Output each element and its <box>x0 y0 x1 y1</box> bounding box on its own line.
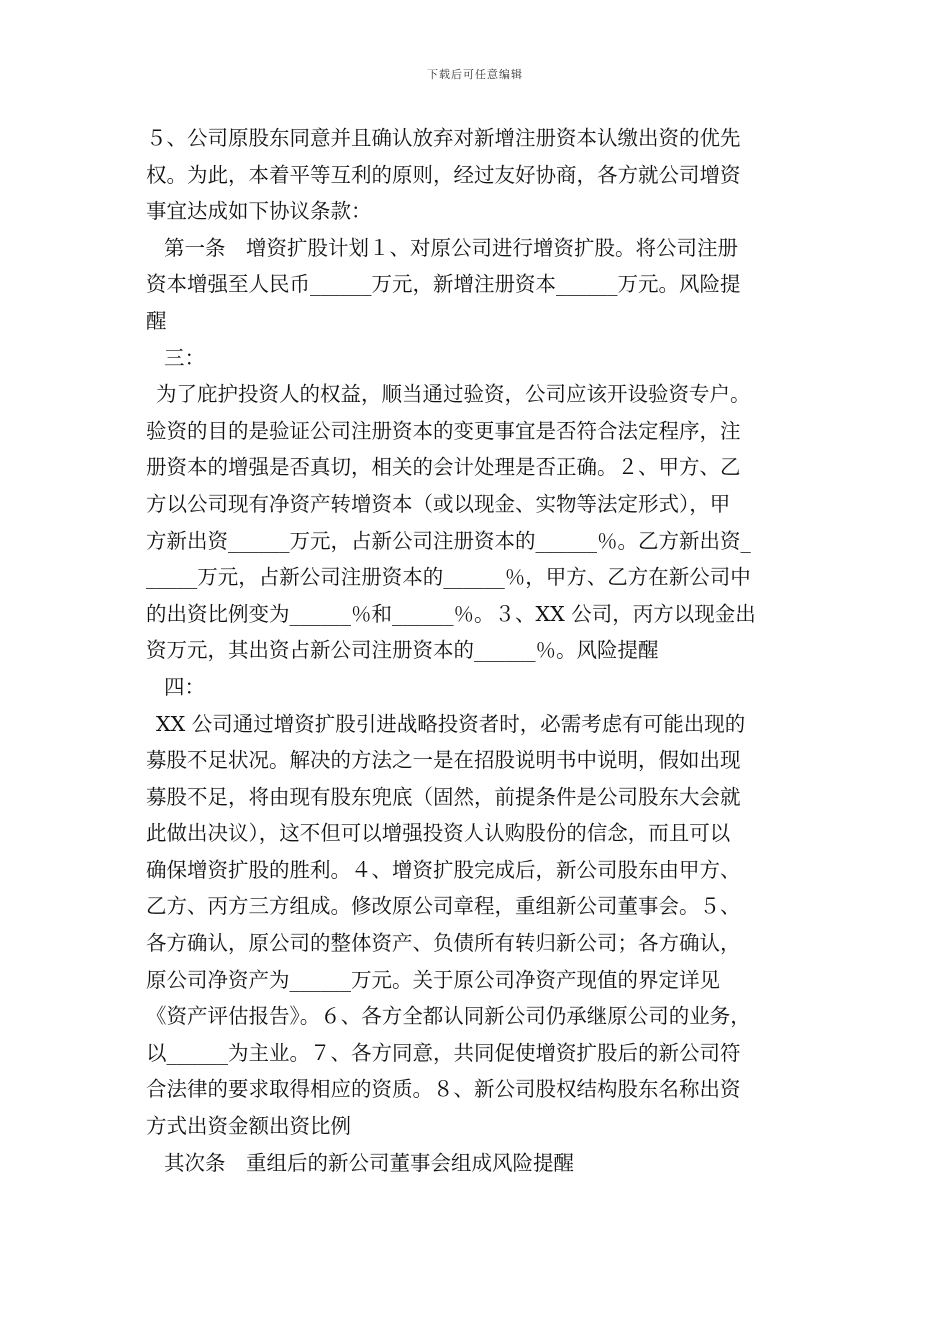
article-heading-2: 其次条 重组后的新公司董事会组成风险提醒 <box>164 1150 574 1175</box>
text-line: 合法律的要求取得相应的资质。８、新公司股权结构股东名称出资 <box>146 1077 741 1102</box>
text-line: 此做出决议），这不但可以增强投资人认购股份的信念，而且可以 <box>146 821 731 846</box>
text-line: 以______为主业。７、各方同意，共同促使增资扩股后的新公司符 <box>146 1040 741 1065</box>
text-line: 募股不足，将由现有股东兜底（固然，前提条件是公司股东大会就 <box>146 784 741 809</box>
text-line: 原公司净资产为______万元。关于原公司净资产现值的界定详见 <box>146 967 720 992</box>
text-line: 资万元，其出资占新公司注册资本的______％。风险提醒 <box>146 638 659 663</box>
text-line: ５、公司原股东同意并且确认放弃对新增注册资本认缴出资的优先 <box>146 126 741 150</box>
section-heading-3: 三： <box>164 345 205 370</box>
text-line: 确保增资扩股的胜利。４、增资扩股完成后，新公司股东由甲方、 <box>146 857 741 882</box>
page-header-note: 下载后可任意编辑 <box>427 68 523 81</box>
document-body <box>146 120 810 1181</box>
text-line: 资本增强至人民币______万元，新增注册资本______万元。风险提 <box>146 272 741 297</box>
text-line: 乙方、丙方三方组成。修改原公司章程，重组新公司董事会。５、 <box>146 894 741 919</box>
section-heading-4: 四： <box>164 674 205 699</box>
text-line: 募股不足状况。解决的方法之一是在招股说明书中说明，假如出现 <box>146 748 741 773</box>
text-line: 方新出资______万元，占新公司注册资本的______％。乙方新出资_ <box>146 528 751 553</box>
text-line: 方以公司现有净资产转增资本（或以现金、实物等法定形式），甲 <box>146 491 731 516</box>
text-line: 册资本的增强是否真切，相关的会计处理是否正确。２、甲方、乙 <box>146 455 741 480</box>
article-heading-1: 第一条 增资扩股计划１、对原公司进行增资扩股。将公司注册 <box>164 235 738 260</box>
text-line: 为了庇护投资人的权益，顺当通过验资，公司应该开设验资专户。 <box>156 382 751 407</box>
text-line: 事宜达成如下协议条款： <box>146 199 372 224</box>
text-line: 验资的目的是验证公司注册资本的变更事宜是否符合法定程序，注 <box>146 418 741 443</box>
text-line: 醒 <box>146 308 167 333</box>
text-line: 方式出资金额出资比例 <box>146 1114 351 1139</box>
text-line: 权。为此，本着平等互利的原则，经过友好协商，各方就公司增资 <box>146 162 741 187</box>
text-line: 各方确认，原公司的整体资产、负债所有转归新公司；各方确认， <box>146 931 741 956</box>
text-line: _____万元，占新公司注册资本的______％，甲方、乙方在新公司中 <box>146 565 751 590</box>
text-line: 《资产评估报告》。６、各方全都认同新公司仍承继原公司的业务， <box>146 1004 751 1029</box>
text-line: XX 公司通过增资扩股引进战略投资者时，必需考虑有可能出现的 <box>156 711 746 736</box>
text-line: 的出资比例变为______％和______％。３、XX 公司，丙方以现金出 <box>146 601 756 626</box>
